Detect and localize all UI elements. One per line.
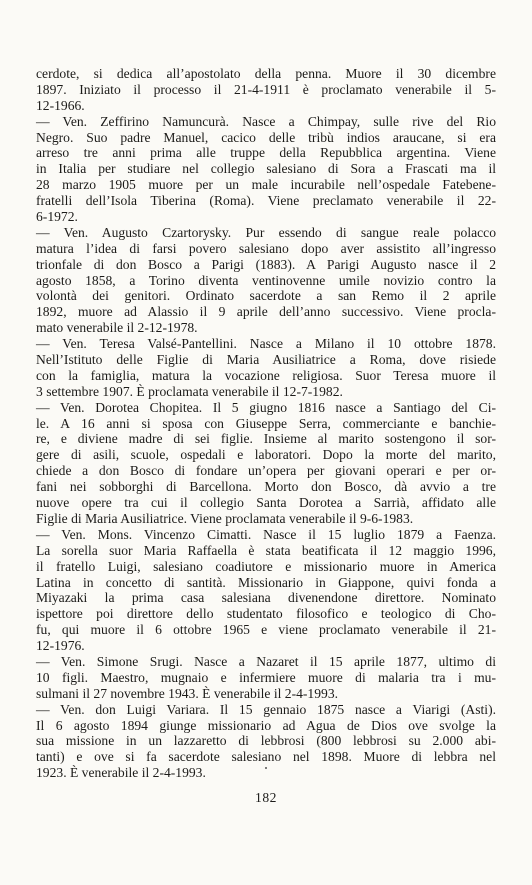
- text-line: in Italia per studiare nel collegio salesiano di Sora a Frascati ma il: [36, 161, 496, 177]
- text-line: 10 figli. Maestro, mugnaio e infermiere muore di malaria tra i mu-: [36, 669, 496, 685]
- text-line: arreso tre anni prima alle truppe della Repubblica argentina. Viene: [36, 145, 496, 161]
- text-line: — Ven. Dorotea Chopitea. Il 5 giugno 1816 nasce a Santiago del Ci-: [36, 399, 496, 415]
- page-number: 182: [255, 790, 277, 805]
- text-line: 1892, muore ad Alassio il 9 aprile dell’anno successivo. Viene procla-: [36, 304, 496, 320]
- text-line: matura l’idea di farsi povero salesiano dopo aver assistito all’ingresso: [36, 240, 496, 256]
- text-line: — Ven. don Luigi Variara. Il 15 gennaio 1875 nasce a Viarigi (Asti).: [36, 701, 496, 717]
- text-line: trionfale di don Bosco a Parigi (1883). A Parigi Augusto nasce il 2: [36, 256, 496, 272]
- text-line: re, e diviene madre di sei figlie. Insieme al marito sostengono il sor-: [36, 431, 496, 447]
- text-line: 6-1972.: [36, 209, 78, 225]
- text-line: Miyazaki la prima casa salesiana divenendone direttore. Nominato: [36, 590, 496, 606]
- text-line: 12-1976.: [36, 638, 85, 654]
- print-speck: [265, 767, 267, 769]
- text-line: tanti) e ove si fa sacerdote salesiano nel 1898. Muore di lebbra nel: [36, 749, 496, 765]
- text-line: fratelli dell’Isola Tiberina (Roma). Viene preclamato venerabile il 22-: [36, 193, 496, 209]
- text-line: Il 6 agosto 1894 giunge missionario ad Agua de Dios ove svolge la: [36, 717, 496, 733]
- text-line: — Ven. Augusto Czartorysky. Pur essendo di sangue reale polacco: [36, 224, 496, 240]
- text-line: nuove opere tra cui il collegio Santa Dorotea a Sarrià, affidato alle: [36, 495, 496, 511]
- text-line: chiede a don Bosco di fondare un’opera per giovani operari e per or-: [36, 463, 496, 479]
- text-line: Figlie di Maria Ausiliatrice. Viene proclamata venerabile il 9-6-1983.: [36, 510, 414, 526]
- text-line: le. A 16 anni si sposa con Giuseppe Serra, commerciante e banchie-: [36, 415, 496, 431]
- text-line: gere di asili, scuole, ospedali e laboratori. Dopo la morte del marito,: [36, 447, 496, 463]
- text-line: 3 settembre 1907. È proclamata venerabile il 12-7-1982.: [36, 383, 343, 399]
- text-line: — Ven. Simone Srugi. Nasce a Nazaret il 15 aprile 1877, ultimo di: [36, 653, 496, 669]
- text-line: Negro. Suo padre Manuel, cacico delle tribù indios araucane, si era: [36, 129, 496, 145]
- text-line: sua missione in un lazzaretto di lebbrosi (800 lebbrosi su 2.000 abi-: [36, 733, 496, 749]
- text-line: mato venerabile il 2-12-1978.: [36, 320, 198, 336]
- text-line: 28 marzo 1905 muore per un male incurabile nell’ospedale Fatebene-: [36, 177, 496, 193]
- text-line: sulmani il 27 novembre 1943. È venerabile il 2-4-1993.: [36, 685, 339, 701]
- text-line: 1897. Iniziato il processo il 21-4-1911 è proclamato venerabile il 5-: [36, 81, 496, 97]
- text-line: — Ven. Teresa Valsé-Pantellini. Nasce a Milano il 10 ottobre 1878.: [36, 336, 496, 352]
- body-text: [36, 66, 496, 781]
- text-line: ispettore poi direttore dello studentato filosofico e teologico di Cho-: [36, 606, 496, 622]
- text-line: volontà dei genitori. Ordinato sacerdote a san Remo il 2 aprile: [36, 288, 496, 304]
- text-line: fu, qui muore il 6 ottobre 1965 e viene proclamato venerabile il 21-: [36, 622, 496, 638]
- text-line: 12-1966.: [36, 97, 85, 113]
- text-line: — Ven. Mons. Vincenzo Cimatti. Nasce il 15 luglio 1879 a Faenza.: [36, 526, 496, 542]
- text-line: — Ven. Zeffirino Namuncurà. Nasce a Chimpay, sulle rive del Rio: [36, 113, 496, 129]
- text-line: cerdote, si dedica all’apostolato della penna. Muore il 30 dicembre: [36, 66, 496, 81]
- text-line: fani nei sobborghi di Barcellona. Morto don Bosco, dà avvio a tre: [36, 479, 496, 495]
- text-line: Nell’Istituto delle Figlie di Maria Ausiliatrice a Roma, dove risiede: [36, 352, 496, 368]
- text-line: il fratello Luigi, salesiano coadiutore e missionario muore in America: [36, 558, 496, 574]
- text-line: con la famiglia, matura la vocazione religiosa. Suor Teresa muore il: [36, 367, 496, 383]
- text-line: Latina in concetto di santità. Missionario in Giappone, quivi fonda a: [36, 574, 496, 590]
- text-line: agosto 1858, a Torino diventa ventinovenne umile novizio contro la: [36, 272, 496, 288]
- text-line: La sorella suor Maria Raffaella è stata beatificata il 12 maggio 1996,: [36, 542, 496, 558]
- text-line: 1923. È venerabile il 2-4-1993.: [36, 765, 206, 781]
